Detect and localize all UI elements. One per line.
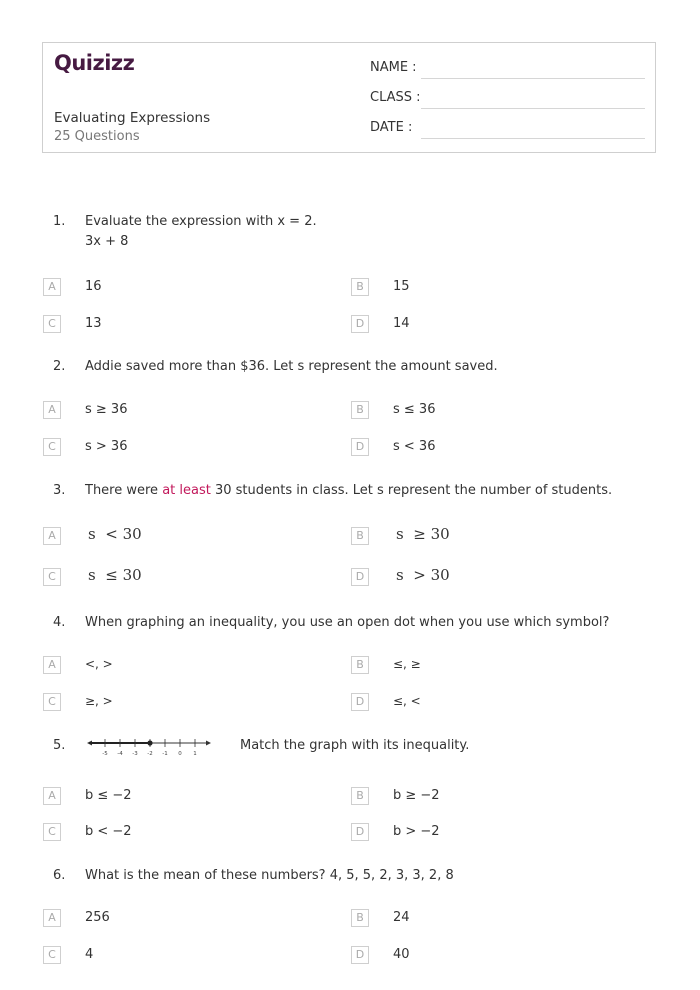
number-line-tick-label: -3 — [132, 751, 138, 757]
option-text[interactable]: 40 — [393, 947, 410, 962]
question-number: 1. — [53, 214, 66, 229]
option-text[interactable]: s ≤ 36 — [393, 402, 436, 417]
name-line[interactable] — [421, 78, 645, 79]
option-text[interactable]: s < 30 — [88, 525, 142, 543]
option-letter-b[interactable]: B — [351, 278, 369, 296]
option-letter-d[interactable]: D — [351, 315, 369, 333]
option-text[interactable]: 24 — [393, 910, 410, 925]
question-count: 25 Questions — [54, 129, 140, 144]
option-letter-b[interactable]: B — [351, 787, 369, 805]
name-label: NAME : — [370, 60, 417, 75]
question-number: 2. — [53, 359, 66, 374]
question-text-highlight: at least — [162, 483, 211, 498]
option-letter-c[interactable]: C — [43, 946, 61, 964]
option-text[interactable]: 15 — [393, 279, 410, 294]
option-letter-d[interactable]: D — [351, 568, 369, 586]
number-line-tick-label: -2 — [147, 751, 153, 757]
option-text[interactable]: <, > — [85, 657, 113, 671]
option-text[interactable]: b < −2 — [85, 824, 132, 839]
number-line-point — [147, 740, 152, 745]
option-text[interactable]: ≥, > — [85, 694, 113, 708]
option-text[interactable]: b > −2 — [393, 824, 440, 839]
option-text[interactable]: s > 36 — [85, 439, 128, 454]
option-text[interactable]: s < 36 — [393, 439, 436, 454]
question-number: 3. — [53, 483, 66, 498]
number-line-tick-label: -5 — [102, 751, 108, 757]
option-text[interactable]: 14 — [393, 316, 410, 331]
question-text: Match the graph with its inequality. — [240, 738, 470, 753]
option-text[interactable]: 256 — [85, 910, 110, 925]
question-text: What is the mean of these numbers? 4, 5, 5, 2, 3, 3, 2, 8 — [85, 868, 454, 883]
question-number: 4. — [53, 615, 66, 630]
option-text[interactable]: 16 — [85, 279, 102, 294]
option-letter-a[interactable]: A — [43, 278, 61, 296]
option-letter-a[interactable]: A — [43, 909, 61, 927]
question-text: Addie saved more than $36. Let s represent the amount saved. — [85, 359, 498, 374]
option-letter-b[interactable]: B — [351, 656, 369, 674]
option-text[interactable]: s ≥ 30 — [396, 525, 450, 543]
option-letter-d[interactable]: D — [351, 693, 369, 711]
option-letter-d[interactable]: D — [351, 438, 369, 456]
option-letter-a[interactable]: A — [43, 401, 61, 419]
option-text[interactable]: s ≥ 36 — [85, 402, 128, 417]
option-text[interactable]: 13 — [85, 316, 102, 331]
option-letter-b[interactable]: B — [351, 527, 369, 545]
option-text[interactable]: s ≤ 30 — [88, 566, 142, 584]
number-line-tick-label: -1 — [162, 751, 168, 757]
quizizz-logo: Quizizz — [54, 51, 135, 75]
question-line-2: 3x + 8 — [85, 234, 129, 249]
option-text[interactable]: 4 — [85, 947, 94, 962]
option-letter-c[interactable]: C — [43, 693, 61, 711]
option-letter-d[interactable]: D — [351, 946, 369, 964]
option-letter-b[interactable]: B — [351, 909, 369, 927]
worksheet-title: Evaluating Expressions — [54, 110, 211, 126]
option-letter-c[interactable]: C — [43, 315, 61, 333]
option-letter-a[interactable]: A — [43, 527, 61, 545]
class-line[interactable] — [421, 108, 645, 109]
question-text-pre: There were — [85, 483, 163, 498]
question-number: 6. — [53, 868, 66, 883]
worksheet-header — [42, 42, 656, 153]
number-line-tick-label: 0 — [178, 751, 182, 757]
question-line-1: Evaluate the expression with x = 2. — [85, 214, 317, 229]
option-letter-a[interactable]: A — [43, 656, 61, 674]
question-text — [85, 212, 317, 252]
option-letter-b[interactable]: B — [351, 401, 369, 419]
option-letter-d[interactable]: D — [351, 823, 369, 841]
option-letter-c[interactable]: C — [43, 438, 61, 456]
number-line-graph — [86, 734, 212, 758]
option-text[interactable]: b ≤ −2 — [85, 788, 132, 803]
option-letter-c[interactable]: C — [43, 823, 61, 841]
date-line[interactable] — [421, 138, 645, 139]
class-label: CLASS : — [370, 90, 421, 105]
option-letter-a[interactable]: A — [43, 787, 61, 805]
option-text[interactable]: ≤, ≥ — [393, 657, 421, 671]
number-line-tick-label: 1 — [193, 751, 197, 757]
option-text[interactable]: ≤, < — [393, 694, 421, 708]
option-text[interactable]: s > 30 — [396, 566, 450, 584]
option-letter-c[interactable]: C — [43, 568, 61, 586]
question-text — [85, 481, 612, 501]
option-text[interactable]: b ≥ −2 — [393, 788, 440, 803]
date-label: DATE : — [370, 120, 413, 135]
question-text-post: 30 students in class. Let s represent the number of students. — [210, 483, 613, 498]
question-number: 5. — [53, 738, 66, 753]
question-text: When graphing an inequality, you use an open dot when you use which symbol? — [85, 615, 610, 630]
number-line-tick-label: -4 — [117, 751, 123, 757]
